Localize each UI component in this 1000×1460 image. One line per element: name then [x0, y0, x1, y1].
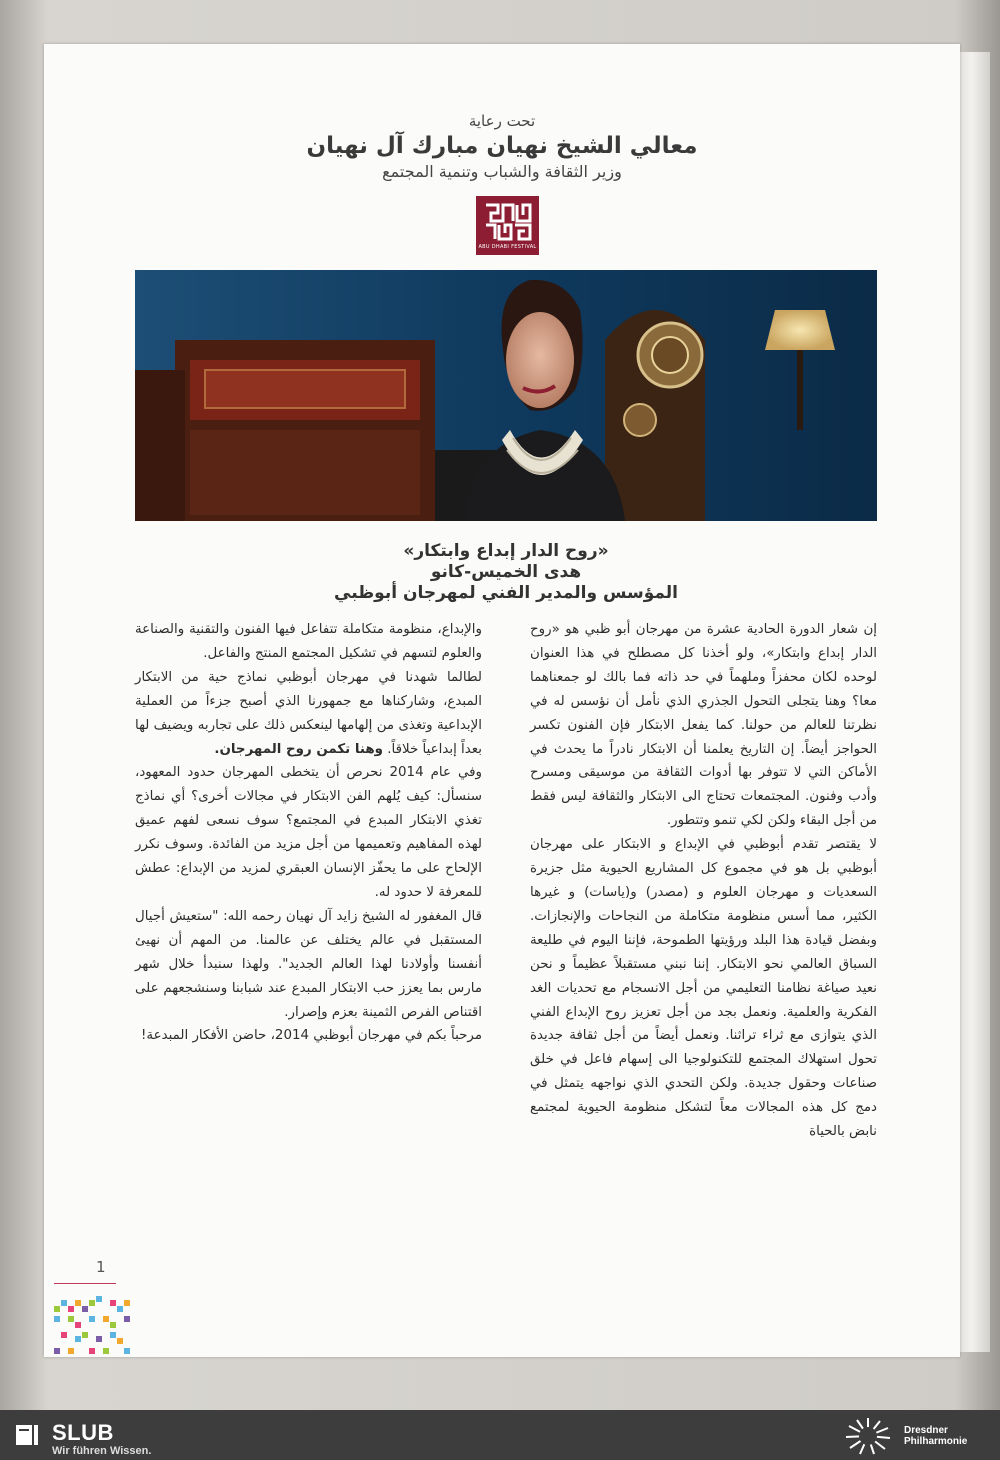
sheikh-name: معالي الشيخ نهيان مبارك آل نهيان [306, 133, 698, 159]
slub-logo-text: SLUB [52, 1420, 114, 1445]
paragraph: قال المغفور له الشيخ زايد آل نهيان رحمه الله: "ستعيش أجيال المستقبل في عالم يختلف عن عالمنا. من المهم أن نهيئ أنفسنا وأولادنا لهذا العالم الجديد". ولهذا سنبدأ خلال شهر مارس بما يعزز حب الابتكار المبدع عند شبابنا وسنشجعهم على اقتناص الفرص الثمينة بعزم وإصرار. [135, 908, 482, 1020]
emphasis-text: وهنا تكمن روح المهرجان. [214, 741, 383, 757]
philharmonie-line2: Philharmonie [904, 1436, 968, 1447]
caption-title: «روح الدار إبداع وابتكار» [403, 541, 609, 561]
article-column-right [530, 618, 877, 1144]
article-column-left [135, 618, 482, 1048]
kufic-logo-mark [483, 201, 533, 243]
patronage-header [44, 104, 960, 181]
paragraph: مرحباً بكم في مهرجان أبوظبي 2014، حاضن الأفكار المبدعة! [141, 1028, 482, 1044]
ministry-title: وزير الثقافة والشباب وتنمية المجتمع [382, 162, 622, 181]
page-number-rule [54, 1283, 116, 1284]
philharmonie-sunburst-icon [840, 1416, 896, 1456]
footer-bar [0, 1410, 1000, 1460]
slub-book-icon [14, 1422, 40, 1448]
under-patronage: تحت رعاية [468, 112, 536, 130]
paragraph: إن شعار الدورة الحادية عشرة من مهرجان أبو ظبي هو «روح الدار إبداع وابتكار»، ولو أخذنا كل مصطلح في هذا العنوان لوحده لكان محفزاً وملهماً في حد ذاته فما بالك لو جمعناهما معا؟ وهنا يتجلى التحول الجذري الذي نأمل أن نؤسس له في نظرتنا للعالم من حولنا. كما يفعل الابتكار فإن الفنون تكسر الحواجز أيضاً. إن التاريخ يعلمنا أن الابتكار نادراً ما يحدث في الأماكن التي لا تتوفر بها أدوات الثقافة من موسيقى ومسرح وأدب وفنون. المجتمعات تحتاج الى الابتكار والثقافة ليس فقط من أجل البقاء ولكن لكي تنمو وتتطور. [530, 622, 877, 829]
portrait-caption [135, 541, 877, 604]
paragraph: لا يقتصر تقدم أبوظبي في الإبداع و الابتكار على مهرجان أبوظبي بل هو في مجموع كل المشاريع الحيوية مثل جزيرة السعديات و مهرجان العلوم و (مصدر) و(ياسات) و غيرها الكثير، مما أسس منظومة متكاملة من النجاحات والإنجازات. وبفضل قيادة هذا البلد ورؤيتها الطموحة، فإننا اليوم في طليعة السباق العالمي نحو الابتكار. إننا نبني مستقبلاً عظيماً و نحن نعيد صياغة نظامنا التعليمي من أجل الانسجام مع تحديات الغد الفكرية والعلمية. ونعمل بجد من أجل تعزيز روح الإبداع الفني الذي يتوازى مع ثراء تراثنا. ونعمل أيضاً من أجل ثقافة جديدة تحول استهلاك المجتمع للتكنولوجيا الى إسهام فاعل في خلق صناعات وحقول جديدة. ولكن التحدي الذي نواجهه يتمثل في دمج كل هذه المجالات معاً لتشكل منظومة الحيوية لمجتمع نابض بالحياة [530, 837, 877, 1140]
philharmonie-logo-text [904, 1425, 967, 1447]
logo-english-text: ABU DHABI FESTIVAL [478, 244, 537, 250]
festival-logo [476, 196, 539, 255]
paragraph-text: لطالما شهدنا في مهرجان أبوظبي نماذج حية من الابتكار المبدع، وشاركناها مع جمهورنا الذي أصبح جزءاً من العملية الإبداعية وتغذى من إلهامها لينعكس ذلك على تجاربه ويضيف لها بعداً إبداعياً خلاقاً. [135, 669, 482, 757]
philharmonie-line1: Dresdner [904, 1425, 948, 1436]
page-edge [960, 52, 990, 1352]
paragraph: وفي عام 2014 نحرص أن يتخطى المهرجان حدود المعهود، سنسأل: كيف يُلهم الفن الابتكار في مجالات أخرى؟ أي نماذج تغذي الابتكار المبدع في المجتمع؟ سوف نسعى لفهم عميق لهذه المفاهيم وتعميمها من أجل مزيد من الفائدة. وسوف نكرر الإلحاح على ما يحفّز الإنسان العبقري لمزيد من الإبداع: عطش للمعرفة لا حدود له. [135, 765, 482, 900]
caption-role: المؤسس والمدير الفني لمهرجان أبوظبي [334, 583, 678, 603]
paragraph [135, 666, 482, 762]
paragraph: والإبداع، منظومة متكاملة تتفاعل فيها الفنون والتقنية والصناعة والعلوم لتسهم في تشكيل المجتمع المنتج والفاعل. [135, 622, 482, 661]
caption-name: هدى الخميس-كانو [430, 562, 582, 582]
slub-tagline: Wir führen Wissen. [52, 1445, 152, 1457]
pixel-pattern-decoration [54, 1296, 134, 1358]
page-number: 1 [96, 1258, 106, 1276]
portrait-photo [135, 270, 877, 521]
